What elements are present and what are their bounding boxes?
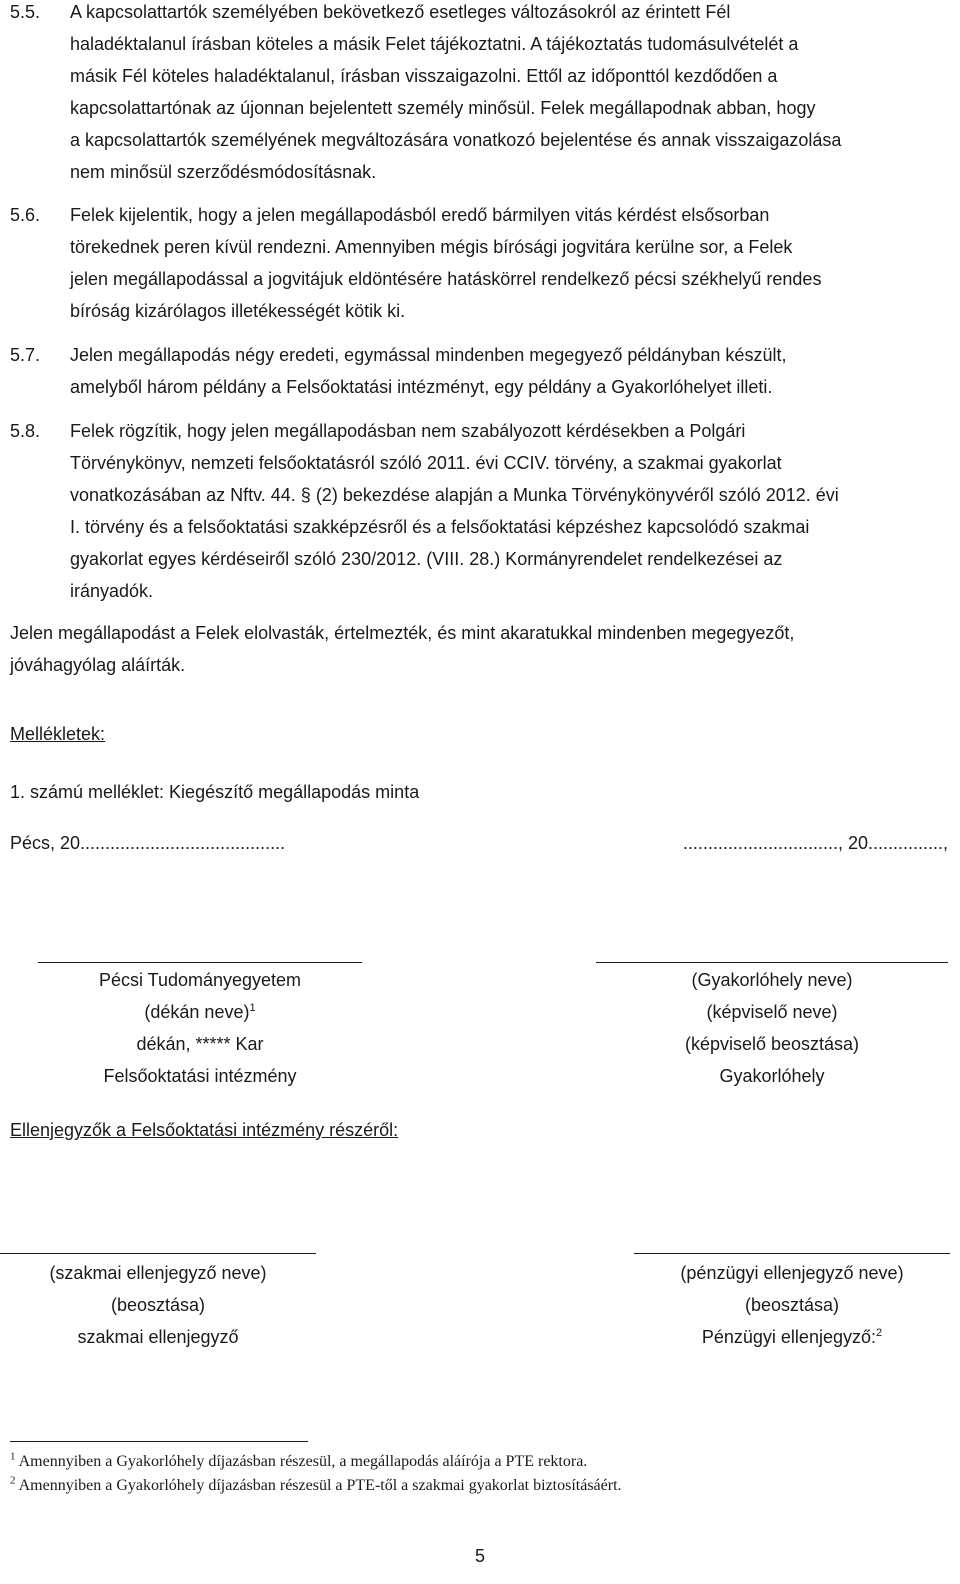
clause-line: kapcsolattartónak az újonnan bejelentett személy minősül. Felek megállapodnak abban, hogy: [70, 98, 816, 118]
clause-5-8: [10, 415, 950, 607]
countersign-heading: Ellenjegyzők a Felsőoktatási intézmény részéről:: [10, 1120, 399, 1140]
clause-number: 5.6.: [10, 205, 41, 225]
signature-line-host: [596, 962, 948, 963]
footnote-ref: 2: [876, 1327, 883, 1339]
countersigner-position: (beosztása): [110, 1295, 206, 1315]
clause-line: Jelen megállapodás négy eredeti, egymással mindenben megegyező példányban készült,: [70, 345, 787, 365]
clause-line: nem minősül szerződésmódosításnak.: [70, 162, 377, 182]
clause-line: Törvénykönyv, nemzeti felsőoktatásról szóló 2011. évi CCIV. törvény, a szakmai gyakorlat: [70, 453, 782, 473]
signature-host-name: (Gyakorlóhely neve): [691, 970, 853, 990]
closing-line: jóváhagyólag aláírták.: [10, 655, 186, 675]
attachment-item: 1. számú melléklet: Kiegészítő megállapodás minta: [10, 782, 420, 802]
signature-line-financial: [634, 1253, 950, 1254]
countersigner-role: szakmai ellenjegyző: [77, 1327, 239, 1347]
footnote-separator: [10, 1441, 308, 1442]
clause-line: másik Fél köteles haladéktalanul, írásban visszaigazolni. Ettől az időponttól kezdődően a: [70, 66, 778, 86]
clause-number: 5.5.: [10, 2, 41, 22]
countersign-block-financial: [634, 1257, 950, 1353]
signature-line-professional: [0, 1253, 316, 1254]
clause-line: gyakorlat egyes kérdéseiről szóló 230/2012. (VIII. 28.) Kormányrendelet rendelkezései az: [70, 549, 783, 569]
signature-block-host: [596, 964, 948, 1092]
clause-line: a kapcsolattartók személyének megváltozására vonatkozó bejelentése és annak visszaigazolása: [70, 130, 842, 150]
signature-dean-title: dékán, ***** Kar: [136, 1034, 264, 1054]
clause-line: Felek kijelentik, hogy a jelen megállapodásból eredő bármilyen vitás kérdést elsősorban: [70, 205, 770, 225]
closing-line: Jelen megállapodást a Felek elolvasták, értelmezték, és mint akaratukkal mindenben megegyezőt,: [10, 623, 795, 643]
place-date-right: ..............................., 20...............,: [682, 833, 948, 853]
clause-text: [70, 0, 950, 188]
clause-5-6: [10, 199, 950, 327]
signature-block-university: [38, 964, 362, 1092]
clause-number: 5.8.: [10, 421, 41, 441]
clause-line: bíróság kizárólagos illetékességét kötik ki.: [70, 301, 406, 321]
footnote-2: [10, 1475, 622, 1497]
clause-text: [70, 415, 950, 607]
signature-line-university: [38, 962, 362, 963]
signature-dean-name: (dékán neve)$^1$: [144, 1002, 256, 1022]
signature-host-type: Gyakorlóhely: [719, 1066, 825, 1086]
closing-statement: [10, 617, 950, 681]
footnote-ref: 1: [249, 1002, 256, 1014]
clause-line: jelen megállapodással a jogvitájuk eldöntésére hatáskörrel rendelkező pécsi székhelyű rendes: [70, 269, 822, 289]
clause-line: amelyből három példány a Felsőoktatási intézményt, egy példány a Gyakorlóhelyet illeti.: [70, 377, 773, 397]
clause-number: 5.7.: [10, 345, 41, 365]
clause-line: A kapcsolattartók személyében bekövetkező esetleges változásokról az érintett Fél: [70, 2, 731, 22]
signature-representative-title: (képviselő beosztása): [684, 1034, 860, 1054]
clause-line: haladéktalanul írásban köteles a másik Felet tájékoztatni. A tájékoztatás tudomásulvételét a: [70, 34, 799, 54]
page-number: 5: [474, 1546, 485, 1566]
signature-university-name: Pécsi Tudományegyetem: [98, 970, 302, 990]
footnote-mark: 1: [10, 1450, 16, 1463]
footnote-1: [10, 1451, 587, 1473]
clause-line: I. törvény és a felsőoktatási szakképzésről és a felsőoktatási képzéshez kapcsolódó szakmai: [70, 517, 810, 537]
countersigner-name: (pénzügyi ellenjegyző neve): [680, 1263, 904, 1283]
footnote-text: Amennyiben a Gyakorlóhely díjazásban részesül, a megállapodás aláírója a PTE rektora.: [18, 1453, 588, 1470]
clause-text: [70, 339, 950, 403]
clause-text: [70, 199, 950, 327]
countersigner-role: Pénzügyi ellenjegyző:$^2$: [701, 1327, 883, 1347]
countersigner-position: (beosztása): [744, 1295, 840, 1315]
clause-5-5: [10, 0, 950, 188]
signature-institution-type: Felsőoktatási intézmény: [103, 1066, 297, 1086]
countersign-block-professional: [0, 1257, 316, 1353]
countersigner-name: (szakmai ellenjegyző neve): [49, 1263, 267, 1283]
place-date-left: Pécs, 20.........................................: [10, 833, 286, 853]
clause-line: irányadók.: [70, 581, 154, 601]
clause-line: törekednek peren kívül rendezni. Amennyiben mégis bírósági jogvitára kerülne sor, a Felek: [70, 237, 793, 257]
footnote-mark: 2: [10, 1474, 16, 1487]
footnote-text: Amennyiben a Gyakorlóhely díjazásban részesül a PTE-től a szakmai gyakorlat biztosításáért.: [18, 1477, 622, 1494]
signature-representative-name: (képviselő neve): [706, 1002, 838, 1022]
clause-line: vonatkozásában az Nftv. 44. § (2) bekezdése alapján a Munka Törvénykönyvéről szóló 2012. évi: [70, 485, 839, 505]
clause-line: Felek rögzítik, hogy jelen megállapodásban nem szabályozott kérdésekben a Polgári: [70, 421, 746, 441]
clause-5-7: [10, 339, 950, 403]
attachments-heading: Mellékletek:: [10, 724, 106, 744]
